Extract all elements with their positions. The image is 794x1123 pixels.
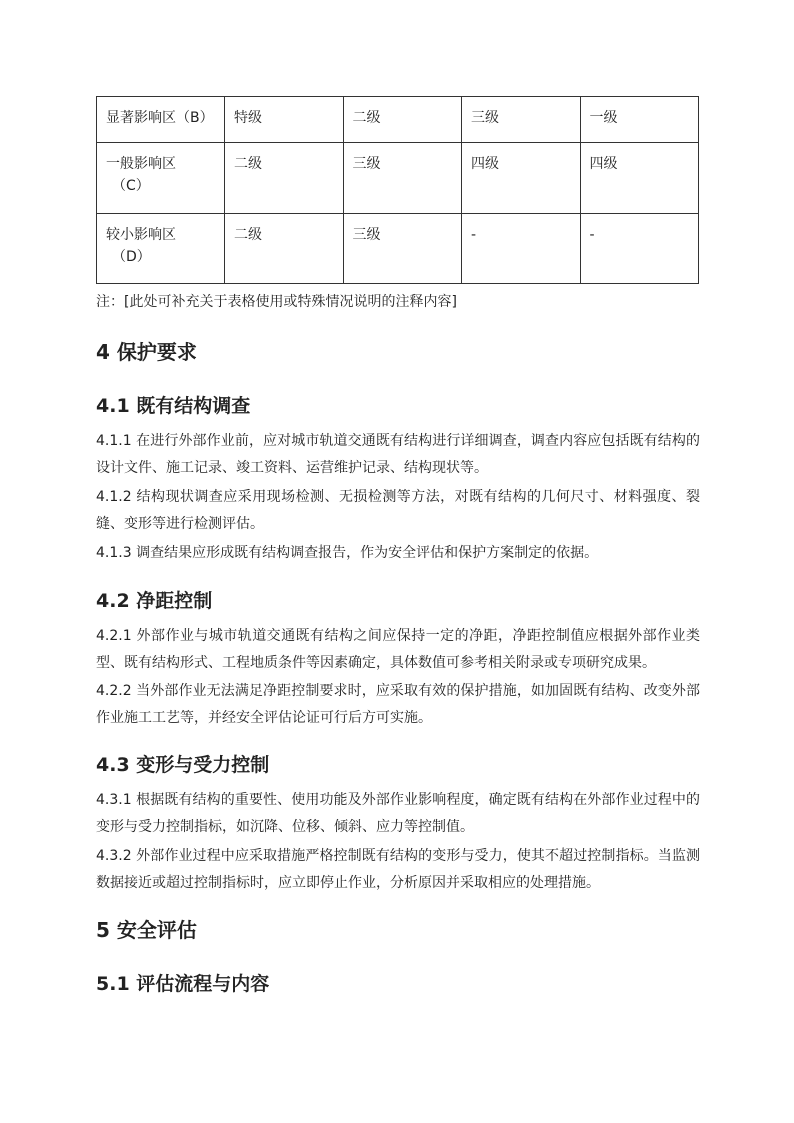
section-heading-4-2: 4.2 净距控制 — [96, 590, 213, 612]
table-row — [97, 143, 699, 214]
section-heading-5: 5 安全评估 — [96, 918, 197, 942]
table-row — [97, 214, 699, 284]
grade-cell: 一级 — [580, 97, 699, 143]
grade-cell: 四级 — [462, 143, 581, 214]
zone-label: 较小影响区 — [106, 227, 176, 243]
grade-cell: 四级 — [580, 143, 699, 214]
table-note: 注：[此处可补充关于表格使用或特殊情况说明的注释内容] — [96, 294, 457, 310]
zone-code: （C） — [112, 178, 150, 194]
grade-cell: - — [580, 214, 699, 284]
grade-cell: 三级 — [343, 143, 462, 214]
section-heading-4-1: 4.1 既有结构调查 — [96, 395, 251, 417]
zone-label: 一般影响区 — [106, 156, 176, 172]
grade-cell: 三级 — [462, 97, 581, 143]
paragraph-4-3-2: 4.3.2 外部作业过程中应采取措施严格控制既有结构的变形与受力，使其不超过控制指标。当监测数据接近或超过控制指标时，应立即停止作业，分析原因并采取相应的处理措施。 — [96, 848, 700, 891]
zone-cell — [97, 214, 225, 284]
paragraph-4-1-3: 4.1.3 调查结果应形成既有结构调查报告，作为安全评估和保护方案制定的依据。 — [96, 545, 599, 561]
grade-cell: 三级 — [343, 214, 462, 284]
zone-cell — [97, 97, 225, 143]
grade-cell: - — [462, 214, 581, 284]
paragraph-4-3-1: 4.3.1 根据既有结构的重要性、使用功能及外部作业影响程度，确定既有结构在外部作业过程中的变形与受力控制指标，如沉降、位移、倾斜、应力等控制值。 — [96, 792, 700, 835]
paragraph-4-1-1: 4.1.1 在进行外部作业前，应对城市轨道交通既有结构进行详细调查，调查内容应包括既有结构的设计文件、施工记录、竣工资料、运营维护记录、结构现状等。 — [96, 433, 700, 476]
section-heading-4: 4 保护要求 — [96, 340, 197, 364]
table-row — [97, 97, 699, 143]
paragraph-4-2-2: 4.2.2 当外部作业无法满足净距控制要求时，应采取有效的保护措施，如加固既有结构、改变外部作业施工工艺等，并经安全评估论证可行后方可实施。 — [96, 683, 700, 726]
protection-grade-table — [96, 96, 699, 284]
grade-cell: 二级 — [225, 143, 344, 214]
grade-cell: 二级 — [343, 97, 462, 143]
paragraph-4-1-2: 4.1.2 结构现状调查应采用现场检测、无损检测等方法，对既有结构的几何尺寸、材料强度、裂缝、变形等进行检测评估。 — [96, 489, 700, 532]
zone-label: 显著影响区（B） — [106, 110, 214, 126]
zone-code: （D） — [112, 249, 151, 265]
section-heading-5-1: 5.1 评估流程与内容 — [96, 973, 270, 995]
grade-cell: 二级 — [225, 214, 344, 284]
grade-cell: 特级 — [225, 97, 344, 143]
paragraph-4-2-1: 4.2.1 外部作业与城市轨道交通既有结构之间应保持一定的净距，净距控制值应根据外部作业类型、既有结构形式、工程地质条件等因素确定，具体数值可参考相关附录或专项研究成果。 — [96, 628, 700, 671]
zone-cell — [97, 143, 225, 214]
section-heading-4-3: 4.3 变形与受力控制 — [96, 754, 270, 776]
